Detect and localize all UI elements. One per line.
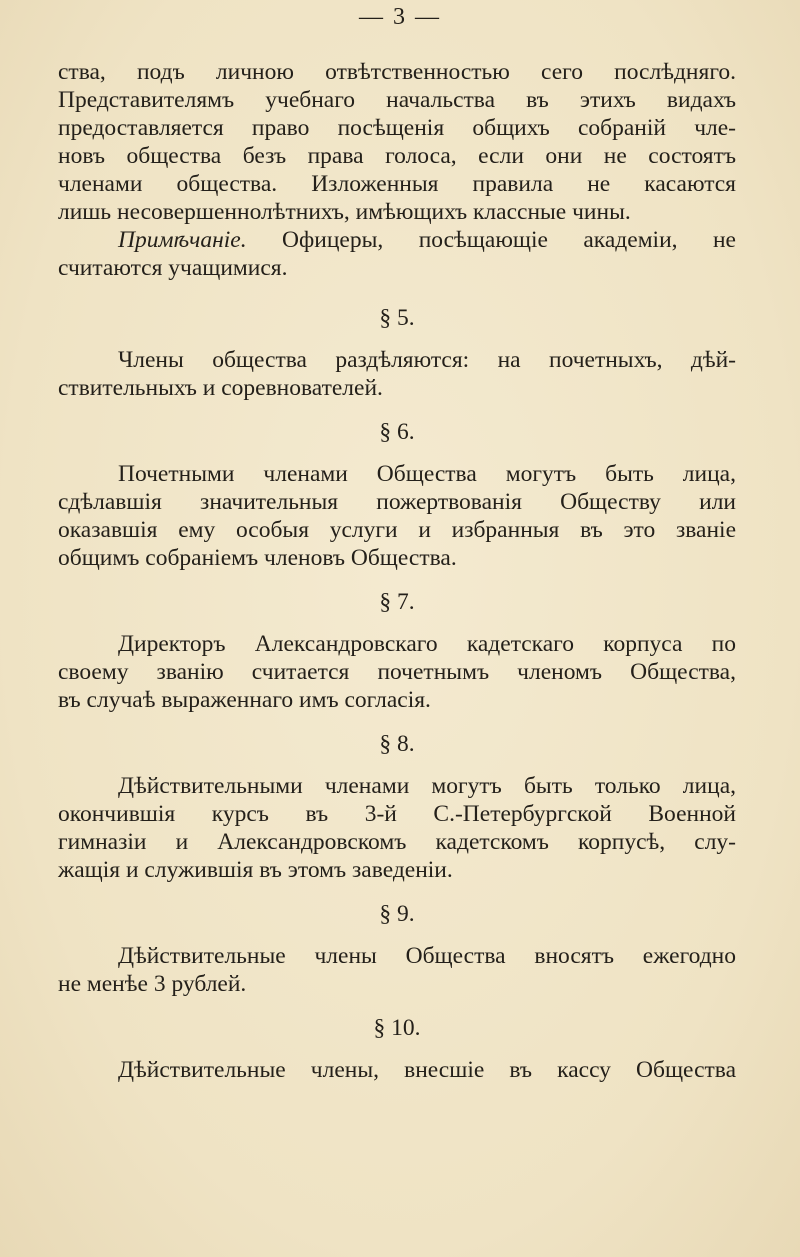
text-line: ства, подъ личною отвѣтственностью сего послѣдняго.	[58, 59, 736, 85]
text-line: новъ общества безъ права голоса, если они не состоятъ	[58, 143, 736, 169]
text-line: считаются учащимися.	[58, 255, 288, 281]
text-line: Дѣйствительными членами могутъ быть только лица,	[118, 773, 736, 799]
section-7-paragraph	[58, 630, 736, 714]
page-number: — 3 —	[359, 4, 441, 30]
text-line: Дѣйствительные члены Общества вносятъ ежегодно	[118, 943, 736, 969]
section-9-paragraph	[58, 942, 736, 998]
note-line	[58, 226, 736, 254]
text-line: окончившія курсъ въ 3-й С.-Петербургской Военной	[58, 801, 736, 827]
text-line: Представителямъ учебнаго начальства въ этихъ видахъ	[58, 87, 736, 113]
section-6-paragraph	[58, 460, 736, 572]
text-line: не менѣе 3 рублей.	[58, 971, 247, 997]
text-line: Дѣйствительные члены, внесшіе въ кассу Общества	[118, 1057, 736, 1083]
note-text: Офицеры, посѣщающіе академіи, не	[246, 227, 736, 253]
text-line: своему званію считается почетнымъ членомъ Общества,	[58, 659, 736, 685]
text-line: жащія и служившія въ этомъ заведеніи.	[58, 857, 453, 883]
text-line: Члены общества раздѣляются: на почетныхъ, дѣй-	[118, 347, 736, 373]
text-line: гимназіи и Александровскомъ кадетскомъ корпусѣ, слу-	[58, 829, 736, 855]
section-10-paragraph	[58, 1056, 736, 1084]
text-line: Почетными членами Общества могутъ быть лица,	[118, 461, 736, 487]
section-heading-10: § 10.	[373, 1015, 421, 1041]
section-heading-7: § 7.	[379, 589, 415, 615]
intro-paragraph	[58, 58, 736, 282]
section-8-paragraph	[58, 772, 736, 884]
text-line: сдѣлавшія значительныя пожертвованія Обществу или	[58, 489, 736, 515]
text-line: Директоръ Александровскаго кадетскаго корпуса по	[118, 631, 736, 657]
section-heading-5: § 5.	[379, 305, 415, 331]
section-heading-6: § 6.	[379, 419, 415, 445]
text-line: предоставляется право посѣщенія общихъ собраній чле-	[58, 115, 736, 141]
text-line: общимъ собраніемъ членовъ Общества.	[58, 545, 457, 571]
text-line: въ случаѣ выраженнаго имъ согласія.	[58, 687, 431, 713]
text-line: лишь несовершеннолѣтнихъ, имѣющихъ классные чины.	[58, 199, 631, 225]
section-heading-9: § 9.	[379, 901, 415, 927]
section-5-paragraph	[58, 346, 736, 402]
text-line: оказавшія ему особыя услуги и избранныя въ это званіе	[58, 517, 736, 543]
note-label: Примѣчаніе.	[118, 227, 247, 253]
page-content	[58, 58, 736, 1084]
section-heading-8: § 8.	[379, 731, 415, 757]
text-line: членами общества. Изложенныя правила не касаются	[58, 171, 736, 197]
text-line: ствительныхъ и соревнователей.	[58, 375, 383, 401]
